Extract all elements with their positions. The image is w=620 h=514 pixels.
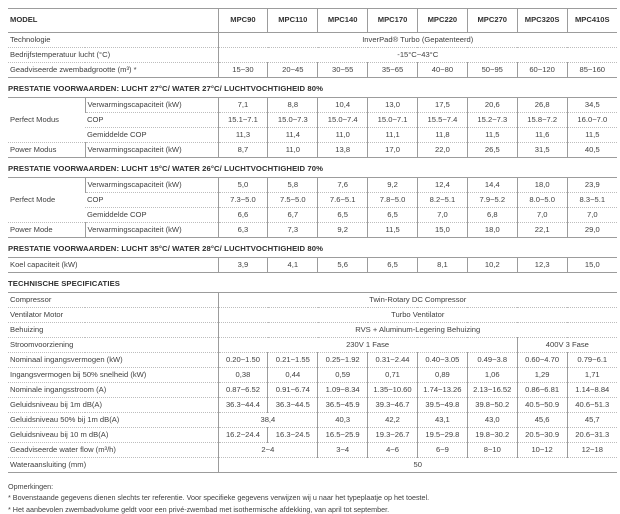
spec-cell: 22,1 xyxy=(517,223,567,238)
spec-cell: 36.3~44.4 xyxy=(218,398,268,413)
spec-cell: 9,2 xyxy=(318,223,368,238)
row-label: Verwarmingscapaciteit (kW) xyxy=(85,223,218,238)
table-row xyxy=(8,368,617,383)
spec-cell: 7.5~5.0 xyxy=(268,193,318,208)
row-label: Nominaal ingangsvermogen (kW) xyxy=(8,353,218,368)
spec-cell: 50~95 xyxy=(467,63,517,78)
spec-cell: 0.60~4.70 xyxy=(517,353,567,368)
spec-cell: 30~55 xyxy=(318,63,368,78)
table-row xyxy=(8,33,617,48)
model-column-header: MPC170 xyxy=(368,9,418,33)
model-column-header: MPC270 xyxy=(467,9,517,33)
spec-cell: 20,6 xyxy=(467,98,517,113)
row-label: Koel capaciteit (kW) xyxy=(10,259,78,269)
spec-cell: 11,3 xyxy=(218,128,268,143)
spec-cell: 0.21~1.55 xyxy=(268,353,318,368)
spec-cell: 0.79~6.1 xyxy=(567,353,617,368)
row-label: Perfect Modus xyxy=(10,114,59,124)
row-label: Ventilator Motor xyxy=(8,308,218,323)
spec-cell: 17,0 xyxy=(368,143,418,158)
spec-cell: 1.74~13.26 xyxy=(417,383,467,398)
spec-cell: 13,8 xyxy=(318,143,368,158)
spec-cell: 11,0 xyxy=(318,128,368,143)
row-label: Geadviseerde water flow (m³/h) xyxy=(8,443,218,458)
spec-cell: 6,5 xyxy=(368,258,418,273)
spec-cell: 26,5 xyxy=(467,143,517,158)
spec-cell: 34,5 xyxy=(567,98,617,113)
spec-cell: 10~12 xyxy=(517,443,567,458)
spec-cell: 9,2 xyxy=(368,178,418,193)
table-row xyxy=(8,178,617,193)
spec-cell: 26,8 xyxy=(517,98,567,113)
spec-table-block xyxy=(8,97,617,158)
spec-table-block xyxy=(8,292,617,473)
spec-cell: 31,5 xyxy=(517,143,567,158)
spec-cell: 10,4 xyxy=(318,98,368,113)
spec-cell: 6,5 xyxy=(368,208,418,223)
spec-cell: 6,8 xyxy=(467,208,517,223)
spec-cell: 40~80 xyxy=(417,63,467,78)
spec-cell: 7.8~5.0 xyxy=(368,193,418,208)
row-label: Ingangsvermogen bij 50% snelheid (kW) xyxy=(8,368,218,383)
row-label: Perfect Mode xyxy=(10,194,56,204)
spec-cell: 8.3~5.1 xyxy=(567,193,617,208)
spec-cell: 7,0 xyxy=(517,208,567,223)
table-row xyxy=(8,308,617,323)
spec-cell: 35~65 xyxy=(368,63,418,78)
row-label: Verwarmingscapaciteit (kW) xyxy=(85,143,218,158)
spec-cell: 20.6~31.3 xyxy=(567,428,617,443)
spec-cell: 1.14~8.84 xyxy=(567,383,617,398)
spec-cell: 36.3~44.5 xyxy=(268,398,318,413)
spec-cell: 38,4 xyxy=(218,413,318,428)
spec-cell: 22,0 xyxy=(418,143,468,158)
spec-cell: 12~18 xyxy=(567,443,617,458)
row-label: Compressor xyxy=(10,294,52,304)
row-label: Verwarmingscapaciteit (kW) xyxy=(85,98,218,113)
model-column-header: MPC220 xyxy=(417,9,467,33)
spec-cell: 1.09~8.34 xyxy=(318,383,368,398)
spec-cell: 36.5~45.9 xyxy=(318,398,368,413)
spec-cell: InverPad® Turbo (Gepatenteerd) xyxy=(218,33,617,48)
spec-cell: 8~10 xyxy=(467,443,517,458)
spec-cell: 29,0 xyxy=(567,223,617,238)
spec-cell: 11,4 xyxy=(268,128,318,143)
spec-cell: 11,6 xyxy=(517,128,567,143)
spec-cell: 0.49~3.8 xyxy=(467,353,517,368)
model-column-header: MPC320S xyxy=(517,9,567,33)
spec-table-block xyxy=(8,8,617,78)
spec-cell: 7.9~5.2 xyxy=(467,193,517,208)
table-row xyxy=(8,48,617,63)
spec-cell: 7,0 xyxy=(567,208,617,223)
model-column-header: MPC410S xyxy=(567,9,617,33)
row-label: Verwarmingscapaciteit (kW) xyxy=(85,178,218,193)
spec-table-block xyxy=(8,177,617,238)
spec-cell: 12,4 xyxy=(418,178,468,193)
row-label: Power Mode xyxy=(8,223,85,238)
spec-cell: 15.5~7.4 xyxy=(418,113,468,128)
footer-note: * Het aanbevolen zwembadvolume geldt voor een privé-zwembad met isothermische afdekking, van april tot september. xyxy=(8,504,390,514)
spec-cell: 40,5 xyxy=(567,143,617,158)
table-row xyxy=(8,143,617,158)
model-column-header: MPC110 xyxy=(268,9,318,33)
spec-cell: 45,7 xyxy=(567,413,617,428)
spec-cell: 0.25~1.92 xyxy=(318,353,368,368)
table-row xyxy=(8,63,617,78)
spec-cell: 1,06 xyxy=(467,368,517,383)
spec-cell: 2.13~16.52 xyxy=(467,383,517,398)
footer-notes xyxy=(8,482,617,514)
spec-cell: 15,0 xyxy=(567,258,617,273)
table-row xyxy=(8,338,617,353)
spec-cell: 16.0~7.0 xyxy=(567,113,617,128)
table-row xyxy=(8,323,617,338)
table-row xyxy=(8,353,617,368)
spec-cell: 10,2 xyxy=(467,258,517,273)
table-row xyxy=(8,458,617,473)
spec-cell: 18,0 xyxy=(467,223,517,238)
spec-cell: 19.3~26.7 xyxy=(368,428,418,443)
spec-cell: 4~6 xyxy=(368,443,418,458)
spec-cell: 39.5~49.8 xyxy=(417,398,467,413)
spec-cell: 13,0 xyxy=(368,98,418,113)
spec-table-block xyxy=(8,257,617,273)
row-label: Technologie xyxy=(8,33,218,48)
spec-cell: 5,0 xyxy=(218,178,268,193)
spec-cell: 6,3 xyxy=(218,223,268,238)
spec-cell: 11,5 xyxy=(368,223,418,238)
spec-cell: 8,8 xyxy=(268,98,318,113)
spec-cell: 6,6 xyxy=(218,208,268,223)
spec-cell: 0,44 xyxy=(268,368,318,383)
spec-cell: 3~4 xyxy=(318,443,368,458)
spec-cell: 42,2 xyxy=(368,413,418,428)
spec-cell: 4,1 xyxy=(268,258,318,273)
spec-cell: 0.87~6.52 xyxy=(218,383,268,398)
row-label: Gemiddelde COP xyxy=(85,208,218,223)
spec-cell: Twin-Rotary DC Compressor xyxy=(218,293,617,308)
spec-cell: 11,8 xyxy=(418,128,468,143)
spec-cell: 6~9 xyxy=(417,443,467,458)
spec-cell: 15.8~7.2 xyxy=(517,113,567,128)
spec-table xyxy=(8,8,617,473)
spec-cell: 0,89 xyxy=(417,368,467,383)
model-column-header: MPC140 xyxy=(318,9,368,33)
spec-cell: RVS + Aluminum-Legering Behuizing xyxy=(218,323,617,338)
spec-cell: 15.0~7.3 xyxy=(268,113,318,128)
spec-cell: 19.8~30.2 xyxy=(467,428,517,443)
spec-cell: 7,6 xyxy=(318,178,368,193)
spec-cell: 85~160 xyxy=(567,63,617,78)
spec-cell: 230V 1 Fase xyxy=(218,338,517,353)
spec-cell: 50 xyxy=(218,458,617,473)
table-row xyxy=(8,398,617,413)
table-row xyxy=(8,223,617,238)
model-header-row xyxy=(8,9,617,33)
spec-cell: 11,0 xyxy=(268,143,318,158)
row-label: Geluidsniveau 50% bij 1m dB(A) xyxy=(8,413,218,428)
spec-cell: 5,8 xyxy=(268,178,318,193)
spec-cell: 18,0 xyxy=(517,178,567,193)
spec-cell: 7,3 xyxy=(268,223,318,238)
spec-cell: 3,9 xyxy=(218,258,268,273)
spec-cell: 39.3~46.7 xyxy=(368,398,418,413)
spec-cell: 400V 3 Fase xyxy=(517,338,617,353)
spec-cell: 17,5 xyxy=(418,98,468,113)
row-label: Power Modus xyxy=(8,143,85,158)
spec-cell: 8.2~5.1 xyxy=(418,193,468,208)
spec-cell: 11,5 xyxy=(567,128,617,143)
spec-cell: 0.86~6.81 xyxy=(517,383,567,398)
spec-cell: 7.3~5.0 xyxy=(218,193,268,208)
footer-title: Opmerkingen: xyxy=(8,482,54,491)
spec-cell: 15.0~7.4 xyxy=(318,113,368,128)
spec-cell: 20.5~30.9 xyxy=(517,428,567,443)
spec-cell: 40.5~50.9 xyxy=(517,398,567,413)
row-label: Behuizing xyxy=(8,323,218,338)
footer-note: * Bovenstaande gegevens dienen slechts ter referentie. Voor specifieke gegevens verwijzen wij u naar het typeplaatje op het toestel. xyxy=(8,493,430,503)
spec-cell: 15.0~7.1 xyxy=(368,113,418,128)
section-heading: PRESTATIE VOORWAARDEN: LUCHT 35°C/ WATER 28°C/ LUCHTVOCHTIGHEID 80% xyxy=(8,244,324,253)
spec-cell: 8,1 xyxy=(418,258,468,273)
spec-cell: 0,71 xyxy=(368,368,418,383)
spec-cell: 40.6~51.3 xyxy=(567,398,617,413)
spec-cell: 11,5 xyxy=(467,128,517,143)
spec-cell: 19.5~29.8 xyxy=(417,428,467,443)
spec-cell: 60~120 xyxy=(517,63,567,78)
model-column-header: MPC90 xyxy=(218,9,268,33)
spec-cell: 6,5 xyxy=(318,208,368,223)
spec-cell: 11,1 xyxy=(368,128,418,143)
table-row xyxy=(8,98,617,113)
table-row xyxy=(8,193,617,208)
spec-cell: 7.6~5.1 xyxy=(318,193,368,208)
spec-cell: 7,1 xyxy=(218,98,268,113)
spec-cell: 8.0~5.0 xyxy=(517,193,567,208)
table-row xyxy=(8,443,617,458)
table-row xyxy=(8,113,617,128)
table-row xyxy=(8,293,617,308)
spec-cell: 7,0 xyxy=(418,208,468,223)
spec-cell: 16.2~24.4 xyxy=(218,428,268,443)
spec-cell: 0,59 xyxy=(318,368,368,383)
spec-cell: 0,38 xyxy=(218,368,268,383)
spec-cell: -15°C~43°C xyxy=(218,48,617,63)
spec-cell: 43,0 xyxy=(467,413,517,428)
spec-cell: 2~4 xyxy=(218,443,318,458)
spec-cell: 16.3~24.5 xyxy=(268,428,318,443)
spec-cell: 15.2~7.3 xyxy=(467,113,517,128)
spec-cell: 23,9 xyxy=(567,178,617,193)
row-label: Bedrijfstemperatuur lucht (°C) xyxy=(8,48,218,63)
table-row xyxy=(8,383,617,398)
spec-cell: 6,7 xyxy=(268,208,318,223)
spec-cell: 45,6 xyxy=(517,413,567,428)
spec-cell: 5,6 xyxy=(318,258,368,273)
section-heading: PRESTATIE VOORWAARDEN: LUCHT 27°C/ WATER 27°C/ LUCHTVOCHTIGHEID 80% xyxy=(8,84,324,93)
table-row xyxy=(8,128,617,143)
row-label: Stroomvoorziening xyxy=(8,338,218,353)
table-row xyxy=(8,208,617,223)
spec-cell: 40,3 xyxy=(318,413,368,428)
row-label: Gemiddelde COP xyxy=(85,128,218,143)
row-label: Geluidsniveau bij 10 m dB(A) xyxy=(8,428,218,443)
spec-cell: 14,4 xyxy=(467,178,517,193)
spec-cell: 15,0 xyxy=(418,223,468,238)
spec-cell: 0.91~6.74 xyxy=(268,383,318,398)
spec-cell: 16.5~25.9 xyxy=(318,428,368,443)
spec-cell: 15~30 xyxy=(218,63,268,78)
row-label: Wateraansluiting (mm) xyxy=(8,458,218,473)
row-label: Geluidsniveau bij 1m dB(A) xyxy=(8,398,218,413)
spec-cell: 43,1 xyxy=(417,413,467,428)
model-corner-label: MODEL xyxy=(8,9,218,33)
table-row xyxy=(8,413,617,428)
spec-cell: 1,71 xyxy=(567,368,617,383)
spec-cell: 8,7 xyxy=(218,143,268,158)
spec-cell: 1,29 xyxy=(517,368,567,383)
spec-cell: 0.40~3.05 xyxy=(417,353,467,368)
row-label: COP xyxy=(85,193,218,208)
row-label: COP xyxy=(85,113,218,128)
spec-cell: 15.1~7.1 xyxy=(218,113,268,128)
table-row xyxy=(8,258,617,273)
spec-cell: 0.31~2.44 xyxy=(368,353,418,368)
row-label: Nominale ingangsstroom (A) xyxy=(8,383,218,398)
spec-cell: 39.8~50.2 xyxy=(467,398,517,413)
spec-cell: Turbo Ventilator xyxy=(218,308,617,323)
section-heading: TECHNISCHE SPECIFICATIES xyxy=(8,279,121,288)
spec-cell: 20~45 xyxy=(268,63,318,78)
table-row xyxy=(8,428,617,443)
spec-cell: 1.35~10.60 xyxy=(368,383,418,398)
spec-cell: 12,3 xyxy=(517,258,567,273)
row-label: Geadviseerde zwembadgrootte (m³) * xyxy=(8,63,218,78)
section-heading: PRESTATIE VOORWAARDEN: LUCHT 15°C/ WATER 26°C/ LUCHTVOCHTIGHEID 70% xyxy=(8,164,324,173)
spec-cell: 0.20~1.50 xyxy=(218,353,268,368)
